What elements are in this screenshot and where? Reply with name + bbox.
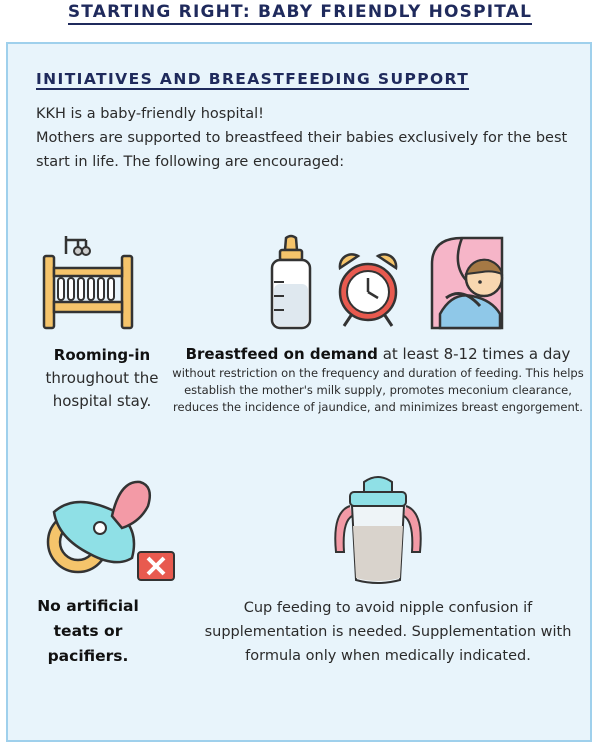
rooming-in-label: Rooming-in [53, 346, 151, 364]
breastfeed-label: Breastfeed on demand [185, 345, 378, 363]
rooming-in-caption [22, 344, 182, 413]
breastfeed-caption [168, 344, 588, 416]
rooming-in-text: throughout the hospital stay. [45, 369, 159, 410]
cup-feeding-caption: Cup feeding to avoid nipple confusion if supplementation is needed. Supplementation with formula only when medically indicated. [204, 600, 572, 664]
pacifier-icon [36, 472, 178, 582]
breastfeed-frequency: at least 8-12 times a day [377, 345, 571, 363]
intro-line-2: Mothers are supported to breastfeed their babies exclusively for the best start in life. The following are encouraged: [36, 130, 568, 170]
alarm-clock-icon [336, 250, 400, 330]
page-title [0, 0, 600, 24]
intro-text [36, 102, 576, 174]
section-title [36, 70, 469, 88]
section-title-text: INITIATIVES AND BREASTFEEDING SUPPORT [36, 70, 470, 88]
breastfeed-detail: without restriction on the frequency and duration of feeding. This helps establish the mother's milk supply, promotes meconium clearance, reduces the incidence of jaundice, and minimizes breast engorgement. [172, 366, 584, 414]
breastfeeding-icon [422, 234, 512, 330]
crib-icon [38, 234, 138, 330]
intro-line-1: KKH is a baby-friendly hospital! [36, 106, 264, 122]
baby-bottle-icon [266, 234, 316, 330]
sippy-cup-icon [328, 472, 428, 586]
content-panel [6, 42, 592, 742]
no-teats-caption: No artificial teats or pacifiers. [37, 597, 139, 665]
page-title-text: STARTING RIGHT: BABY FRIENDLY HOSPITAL [68, 2, 532, 25]
